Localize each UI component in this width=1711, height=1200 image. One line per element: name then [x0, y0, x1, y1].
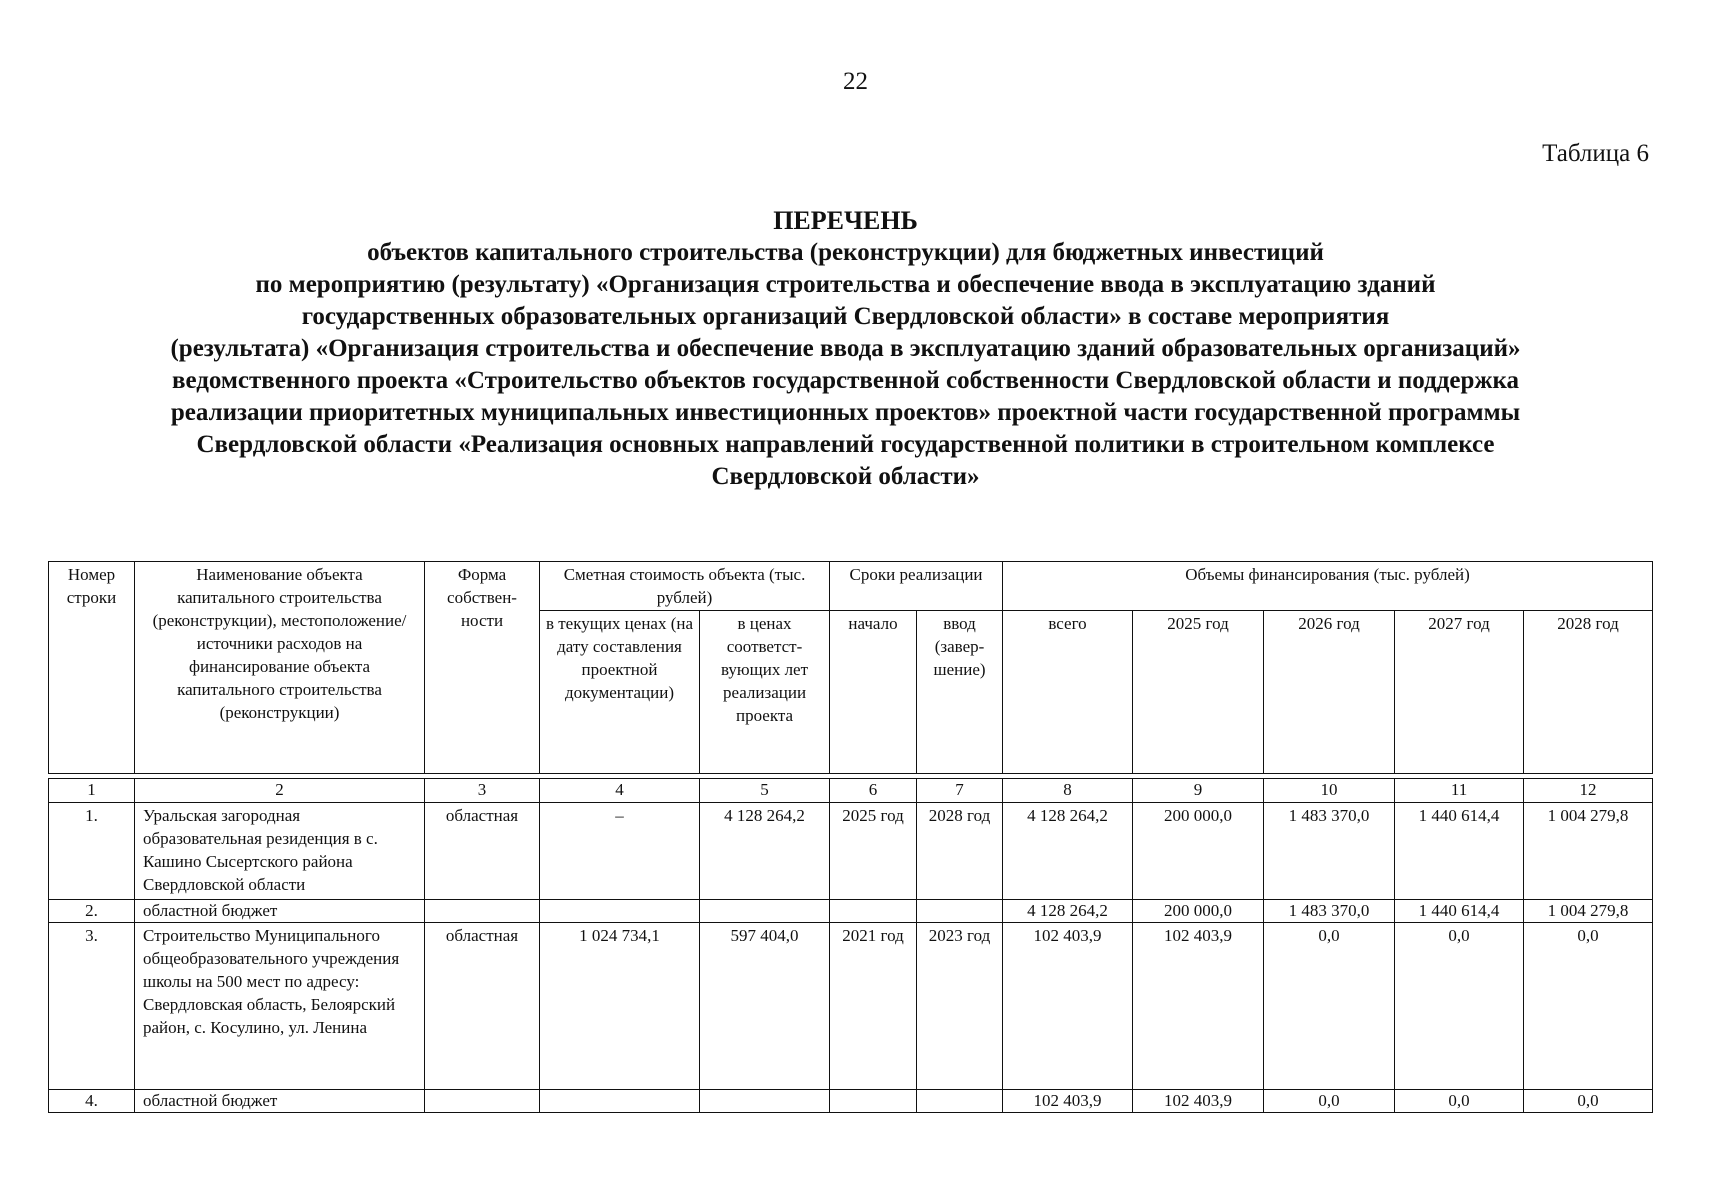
row-number: 2. — [49, 900, 135, 923]
heading-title: ПЕРЕЧЕНЬ — [773, 206, 918, 235]
object-name: Уральская загородная образовательная резиденция в с. Кашино Сысертского района Свердловской области — [135, 803, 425, 900]
column-number: 4 — [540, 779, 700, 803]
funding-2027: 0,0 — [1395, 923, 1524, 1090]
header-2028: 2028 год — [1524, 611, 1653, 774]
heading-line: государственных образовательных организаций Свердловской области» в составе мероприятия — [301, 303, 1390, 330]
column-number: 7 — [917, 779, 1003, 803]
term-end — [917, 1090, 1003, 1113]
table-row — [49, 923, 1653, 1090]
cost-current-prices: – — [540, 803, 700, 900]
funding-2025: 200 000,0 — [1133, 900, 1264, 923]
row-number: 4. — [49, 1090, 135, 1113]
heading-line: Свердловской области «Реализация основных направлений государственной политики в строительном комплексе — [196, 431, 1495, 458]
cost-year-prices — [700, 900, 830, 923]
column-number: 11 — [1395, 779, 1524, 803]
term-start — [830, 1090, 917, 1113]
table-row — [49, 1090, 1653, 1113]
term-start: 2021 год — [830, 923, 917, 1090]
cost-current-prices — [540, 900, 700, 923]
column-number: 2 — [135, 779, 425, 803]
object-name: областной бюджет — [135, 900, 425, 923]
header-2025: 2025 год — [1133, 611, 1264, 774]
header-object-name: Наименование объекта капитального строительства (реконструкции), местоположение/ источники расходов на финансирование объекта капитального строительства (реконструкции) — [135, 562, 425, 774]
term-end: 2023 год — [917, 923, 1003, 1090]
funding-2026: 1 483 370,0 — [1264, 900, 1395, 923]
heading-line: по мероприятию (результату) «Организация строительства и обеспечение ввода в эксплуатацию зданий — [255, 271, 1436, 298]
header-cost-current: в текущих ценах (на дату составления проектной документации) — [540, 611, 700, 774]
header-row-number: Номер строки — [49, 562, 135, 774]
term-end: 2028 год — [917, 803, 1003, 900]
heading-line: объектов капитального строительства (реконструкции) для бюджетных инвестиций — [367, 239, 1324, 266]
term-end — [917, 900, 1003, 923]
cost-current-prices: 1 024 734,1 — [540, 923, 700, 1090]
ownership-form — [425, 900, 540, 923]
column-number: 10 — [1264, 779, 1395, 803]
funding-2025: 102 403,9 — [1133, 923, 1264, 1090]
document-heading — [40, 204, 1651, 493]
funding-2026: 0,0 — [1264, 1090, 1395, 1113]
funding-total: 102 403,9 — [1003, 923, 1133, 1090]
funding-2027: 1 440 614,4 — [1395, 803, 1524, 900]
funding-2028: 1 004 279,8 — [1524, 900, 1653, 923]
table-label: Таблица 6 — [1542, 140, 1649, 167]
funding-2028: 0,0 — [1524, 1090, 1653, 1113]
header-total: всего — [1003, 611, 1133, 774]
column-number: 9 — [1133, 779, 1264, 803]
heading-line: реализации приоритетных муниципальных инвестиционных проектов» проектной части государственной программы — [170, 399, 1521, 426]
cost-current-prices — [540, 1090, 700, 1113]
cost-year-prices: 597 404,0 — [700, 923, 830, 1090]
header-funding: Объемы финансирования (тыс. рублей) — [1003, 562, 1653, 611]
heading-line: (результата) «Организация строительства и обеспечение ввода в эксплуатацию зданий образовательных организаций» — [170, 335, 1521, 362]
header-terms: Сроки реализации — [830, 562, 1003, 611]
row-number: 3. — [49, 923, 135, 1090]
funding-2025: 200 000,0 — [1133, 803, 1264, 900]
page-number: 22 — [843, 68, 868, 95]
header-term-start: начало — [830, 611, 917, 774]
ownership-form: областная — [425, 923, 540, 1090]
header-2027: 2027 год — [1395, 611, 1524, 774]
header-2026: 2026 год — [1264, 611, 1395, 774]
column-number: 1 — [49, 779, 135, 803]
column-number: 3 — [425, 779, 540, 803]
funding-total: 4 128 264,2 — [1003, 900, 1133, 923]
column-number: 6 — [830, 779, 917, 803]
table-row — [49, 900, 1653, 923]
header-ownership: Форма собствен-ности — [425, 562, 540, 774]
column-number: 8 — [1003, 779, 1133, 803]
object-name: областной бюджет — [135, 1090, 425, 1113]
column-number: 5 — [700, 779, 830, 803]
ownership-form: областная — [425, 803, 540, 900]
header-term-end: ввод (завер-шение) — [917, 611, 1003, 774]
funding-2026: 1 483 370,0 — [1264, 803, 1395, 900]
term-start: 2025 год — [830, 803, 917, 900]
funding-2027: 1 440 614,4 — [1395, 900, 1524, 923]
table-row — [49, 803, 1653, 900]
funding-2028: 1 004 279,8 — [1524, 803, 1653, 900]
object-name: Строительство Муниципального общеобразовательного учреждения школы на 500 мест по адресу: Свердловская область, Белоярский район, с. Косулино, ул. Ленина — [135, 923, 425, 1090]
funding-2026: 0,0 — [1264, 923, 1395, 1090]
cost-year-prices: 4 128 264,2 — [700, 803, 830, 900]
row-number: 1. — [49, 803, 135, 900]
capital-objects-table — [48, 561, 1653, 1113]
ownership-form — [425, 1090, 540, 1113]
funding-2027: 0,0 — [1395, 1090, 1524, 1113]
header-estimated-cost: Сметная стоимость объекта (тыс. рублей) — [540, 562, 830, 611]
cost-year-prices — [700, 1090, 830, 1113]
column-number: 12 — [1524, 779, 1653, 803]
term-start — [830, 900, 917, 923]
header-cost-years: в ценах соответст-вующих лет реализации проекта — [700, 611, 830, 774]
funding-2028: 0,0 — [1524, 923, 1653, 1090]
funding-2025: 102 403,9 — [1133, 1090, 1264, 1113]
funding-total: 4 128 264,2 — [1003, 803, 1133, 900]
heading-line: Свердловской области» — [711, 463, 980, 490]
funding-total: 102 403,9 — [1003, 1090, 1133, 1113]
heading-line: ведомственного проекта «Строительство объектов государственной собственности Свердловской области и поддержка — [171, 367, 1520, 394]
